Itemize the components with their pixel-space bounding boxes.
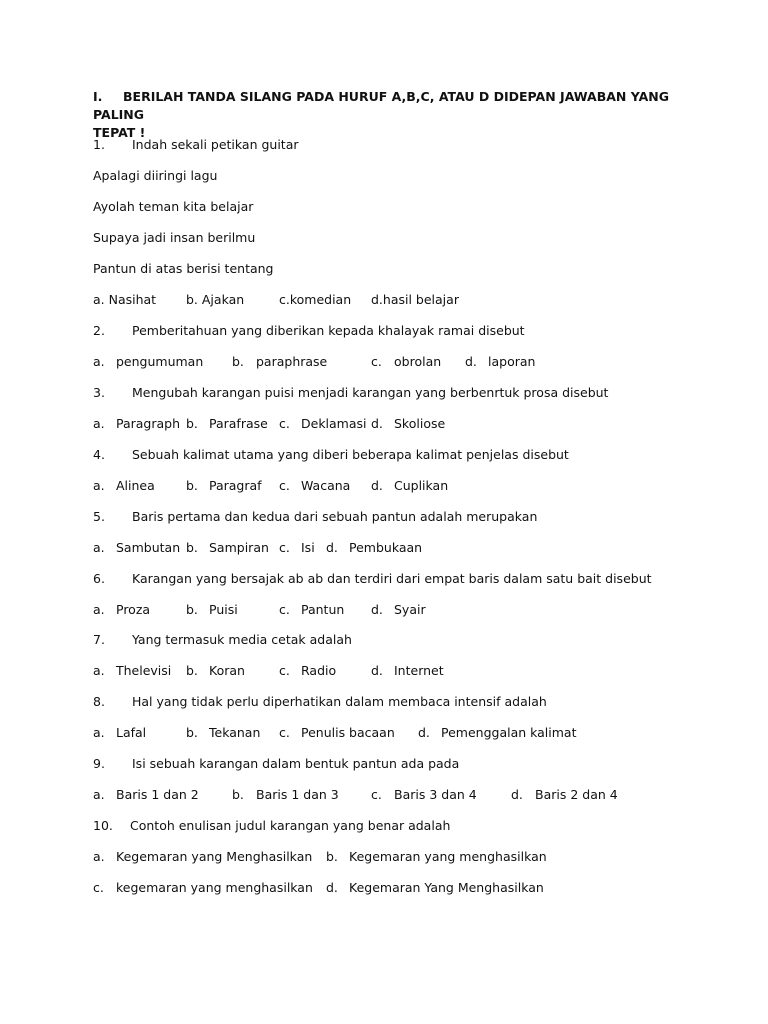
option-a: a. Nasihat	[93, 292, 157, 307]
question-text: Pemberitahuan yang diberikan kepada khalayak ramai disebut	[132, 323, 525, 338]
option-a-text: Kegemaran yang Menghasilkan	[116, 849, 313, 864]
option-d-letter: d.	[326, 880, 338, 895]
option-d-text: Cuplikan	[394, 478, 449, 493]
question-number: 5.	[93, 509, 105, 524]
option-c-letter: c.	[93, 880, 104, 895]
section-number: I.	[93, 89, 103, 104]
section-instruction-continuation: TEPAT !	[93, 125, 146, 140]
question-number: 1.	[93, 137, 105, 152]
option-d-letter: d.	[418, 725, 430, 740]
question-text: Isi sebuah karangan dalam bentuk pantun ada pada	[132, 756, 460, 771]
option-a-letter: a.	[93, 602, 105, 617]
option-c: c.komedian	[279, 292, 352, 307]
option-c-letter: c.	[279, 663, 290, 678]
option-c-letter: c.	[279, 725, 290, 740]
question-number: 8.	[93, 694, 105, 709]
option-b-text: Puisi	[209, 602, 238, 617]
option-d-letter: d.	[511, 787, 523, 802]
option-c-letter: c.	[279, 602, 290, 617]
question-5	[93, 509, 537, 525]
option-d-letter: d.	[371, 478, 383, 493]
option-a-text: pengumuman	[116, 354, 204, 369]
option-b-letter: b.	[326, 849, 338, 864]
option-c-text: Baris 3 dan 4	[394, 787, 477, 802]
option-d: d.hasil belajar	[371, 292, 459, 307]
option-c-text: Radio	[301, 663, 337, 678]
option-b-letter: b.	[232, 354, 244, 369]
option-c-letter: c.	[279, 540, 290, 555]
option-a-letter: a.	[93, 663, 105, 678]
question-1-line-4: Supaya jadi insan berilmu	[93, 230, 256, 245]
question-number: 9.	[93, 756, 105, 771]
option-a-letter: a.	[93, 354, 105, 369]
option-c-text: kegemaran yang menghasilkan	[116, 880, 313, 895]
option-d-letter: d.	[371, 416, 383, 431]
option-d-text: laporan	[488, 354, 536, 369]
question-6	[93, 571, 652, 587]
option-b-text: Parafrase	[209, 416, 268, 431]
question-1-line-5: Pantun di atas berisi tentang	[93, 261, 274, 276]
option-a-text: Proza	[116, 602, 151, 617]
option-d-text: Pembukaan	[349, 540, 423, 555]
question-text: Baris pertama dan kedua dari sebuah pantun adalah merupakan	[132, 509, 538, 524]
option-a-letter: a.	[93, 540, 105, 555]
option-a-letter: a.	[93, 725, 105, 740]
option-a-letter: a.	[93, 787, 105, 802]
option-c-letter: c.	[279, 478, 290, 493]
option-c-text: Pantun	[301, 602, 345, 617]
option-c-text: Deklamasi	[301, 416, 367, 431]
option-b-letter: b.	[186, 725, 198, 740]
question-number: 7.	[93, 632, 105, 647]
option-b-text: Koran	[209, 663, 245, 678]
option-c-text: Wacana	[301, 478, 351, 493]
option-b-text: Sampiran	[209, 540, 269, 555]
option-c-letter: c.	[279, 416, 290, 431]
option-a-text: Lafal	[116, 725, 147, 740]
option-d-text: Kegemaran Yang Menghasilkan	[349, 880, 544, 895]
option-b-text: Paragraf	[209, 478, 262, 493]
option-a-text: Paragraph	[116, 416, 181, 431]
option-d-letter: d.	[326, 540, 338, 555]
question-4	[93, 447, 569, 463]
option-a-text: Sambutan	[116, 540, 181, 555]
option-b-text: paraphrase	[256, 354, 328, 369]
option-a-letter: a.	[93, 849, 105, 864]
question-1	[93, 137, 299, 153]
option-b-text: Tekanan	[209, 725, 261, 740]
question-text: Hal yang tidak perlu diperhatikan dalam membaca intensif adalah	[132, 694, 547, 709]
question-number: 4.	[93, 447, 105, 462]
question-text: Contoh enulisan judul karangan yang benar adalah	[130, 818, 451, 833]
question-number: 6.	[93, 571, 105, 586]
question-number: 3.	[93, 385, 105, 400]
option-a-text: Thelevisi	[116, 663, 172, 678]
question-10	[93, 818, 450, 834]
option-b-text: Kegemaran yang menghasilkan	[349, 849, 547, 864]
question-text: Indah sekali petikan guitar	[132, 137, 299, 152]
option-d-letter: d.	[465, 354, 477, 369]
option-b-text: Baris 1 dan 3	[256, 787, 339, 802]
section-instruction: BERILAH TANDA SILANG PADA HURUF A,B,C, ATAU D DIDEPAN JAWABAN YANG PALING	[93, 89, 669, 122]
option-d-text: Baris 2 dan 4	[535, 787, 618, 802]
option-b: b. Ajakan	[186, 292, 245, 307]
question-8	[93, 694, 547, 710]
question-number: 2.	[93, 323, 105, 338]
option-c-text: obrolan	[394, 354, 442, 369]
option-b-letter: b.	[186, 540, 198, 555]
option-d-letter: d.	[371, 663, 383, 678]
option-a-letter: a.	[93, 416, 105, 431]
question-3	[93, 385, 608, 401]
option-b-letter: b.	[232, 787, 244, 802]
question-text: Mengubah karangan puisi menjadi karangan yang berbenrtuk prosa disebut	[132, 385, 609, 400]
option-b-letter: b.	[186, 663, 198, 678]
section-header	[93, 88, 673, 142]
option-d-text: Skoliose	[394, 416, 446, 431]
question-7	[93, 632, 352, 648]
question-text: Sebuah kalimat utama yang diberi beberapa kalimat penjelas disebut	[132, 447, 569, 462]
question-2	[93, 323, 525, 339]
option-d-letter: d.	[371, 602, 383, 617]
question-number: 10.	[93, 818, 113, 833]
option-c-letter: c.	[371, 354, 382, 369]
option-b-letter: b.	[186, 478, 198, 493]
option-d-text: Pemenggalan kalimat	[441, 725, 577, 740]
option-a-text: Alinea	[116, 478, 155, 493]
question-text: Yang termasuk media cetak adalah	[132, 632, 352, 647]
option-a-text: Baris 1 dan 2	[116, 787, 199, 802]
option-c-text: Penulis bacaan	[301, 725, 395, 740]
question-9	[93, 756, 459, 772]
option-b-letter: b.	[186, 602, 198, 617]
option-c-text: Isi	[301, 540, 315, 555]
option-a-letter: a.	[93, 478, 105, 493]
question-1-line-2: Apalagi diiringi lagu	[93, 168, 218, 183]
option-b-letter: b.	[186, 416, 198, 431]
option-d-text: Internet	[394, 663, 444, 678]
option-d-text: Syair	[394, 602, 426, 617]
option-c-letter: c.	[371, 787, 382, 802]
question-text: Karangan yang bersajak ab ab dan terdiri dari empat baris dalam satu bait disebut	[132, 571, 652, 586]
question-1-line-3: Ayolah teman kita belajar	[93, 199, 254, 214]
